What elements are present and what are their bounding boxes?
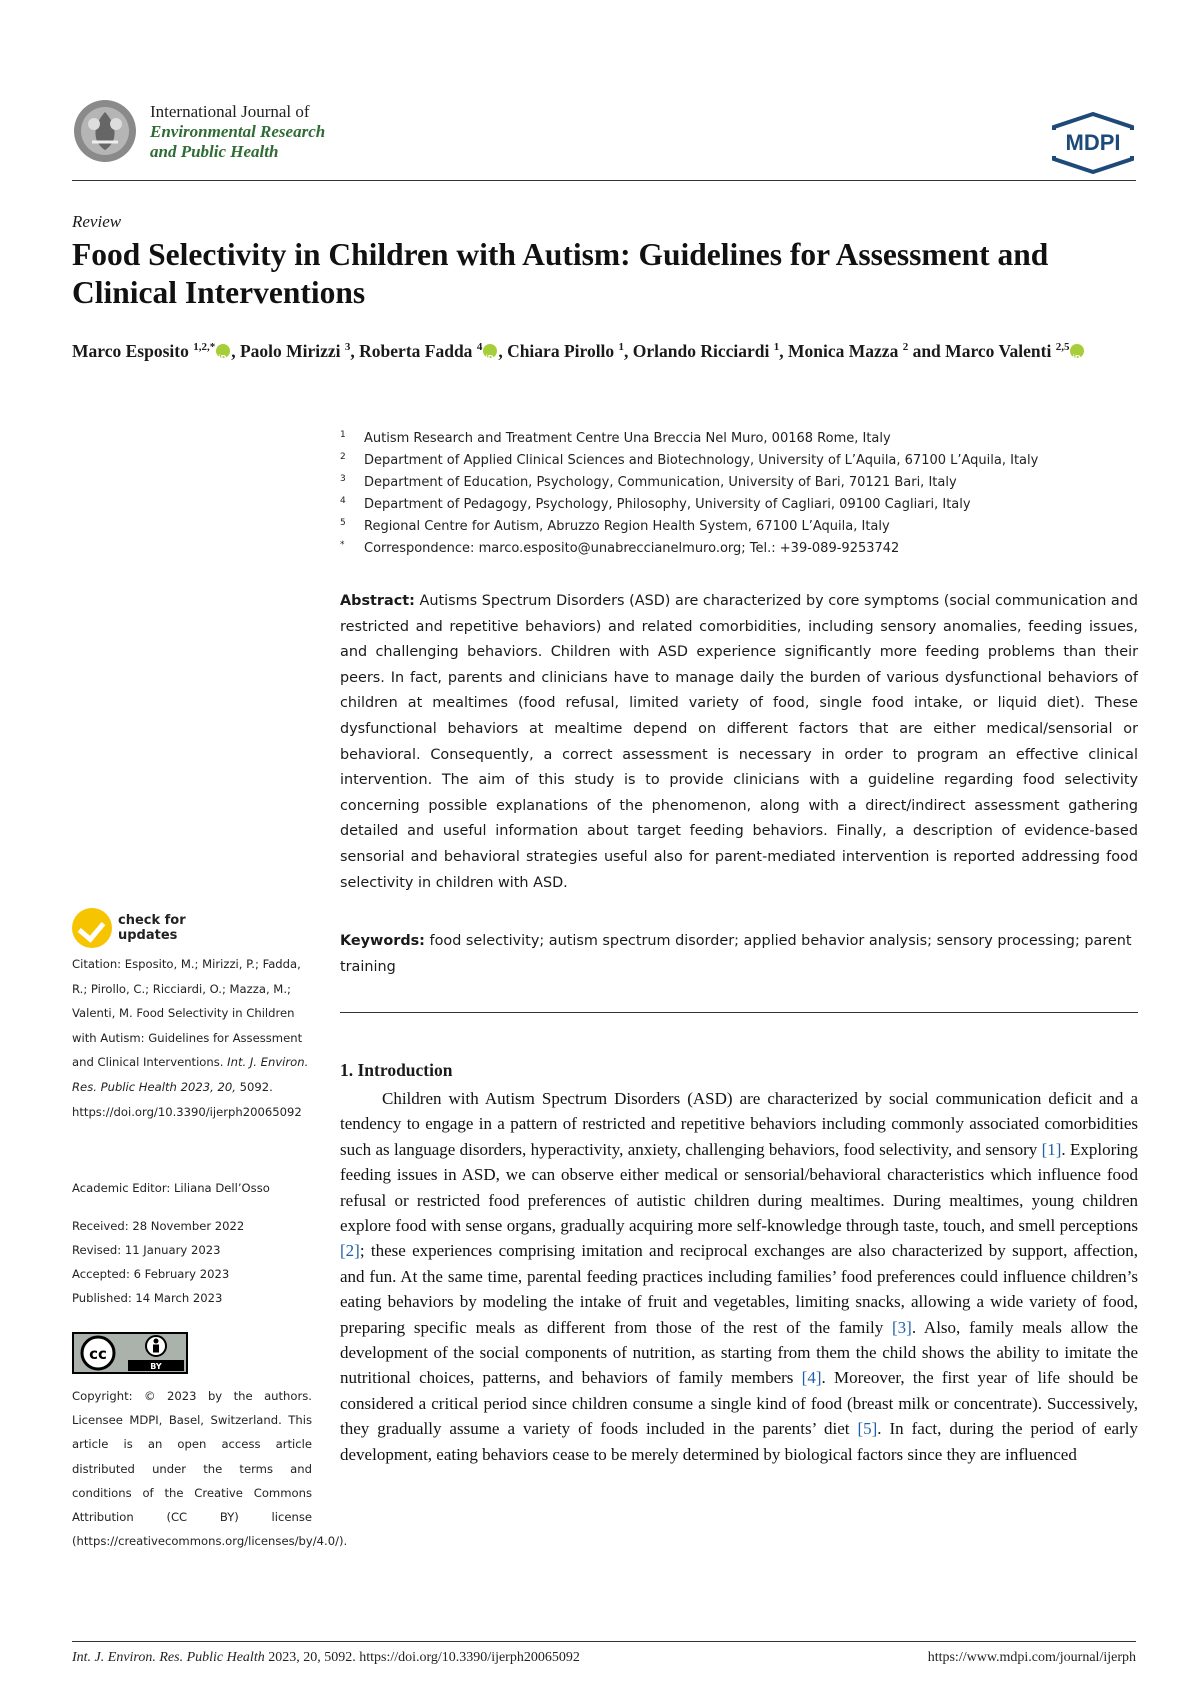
abstract-label: Abstract: bbox=[340, 593, 415, 609]
author-separator: , bbox=[498, 340, 508, 361]
affiliation-text: Regional Centre for Autism, Abruzzo Region Health System, 67100 L’Aquila, Italy bbox=[364, 519, 890, 534]
mdpi-logo bbox=[1050, 112, 1136, 174]
published-date: Published: 14 March 2023 bbox=[72, 1291, 223, 1305]
orcid-icon[interactable] bbox=[1070, 344, 1084, 358]
intro-text: . Exploring feeding issues in ASD, we can observe either medical or sensorial/behavioral characteristics which influence food refusal or restricted food preferences of autistic children during mealtimes. During mealtimes, young children explore food with sense organs, gradually acquiring more self-knowledge through taste, touch, and smell perceptions bbox=[340, 1139, 1138, 1236]
received-date: Received: 28 November 2022 bbox=[72, 1219, 245, 1233]
author-separator: , bbox=[624, 340, 633, 361]
footer-citation bbox=[72, 1650, 580, 1666]
mdpi-logo-text: MDPI bbox=[1065, 130, 1121, 155]
author-affiliation-marker: 2 bbox=[902, 341, 909, 353]
affiliation-number: 1 bbox=[340, 430, 346, 440]
affiliation-number: 5 bbox=[340, 518, 346, 528]
section-rule bbox=[340, 1012, 1138, 1013]
citation-journal: Int. J. Environ. Res. Public Health bbox=[72, 1055, 309, 1094]
author-separator: and bbox=[908, 340, 946, 361]
citation-volume: 20, bbox=[217, 1079, 236, 1094]
intro-text: . In fact, during the period of early development, eating behaviors cease to be merely determined by biological factors since they are influenced bbox=[340, 1419, 1138, 1464]
check-for-updates-badge[interactable] bbox=[72, 906, 202, 950]
intro-text: Children with Autism Spectrum Disorders (ASD) are characterized by social communication deficit and a tendency to engage in a pattern of restricted and repetitive behaviors including commonly associated comorbidities such as language disorders, hyperactivity, anxiety, challenging behaviors, food selectivity, and sensory bbox=[340, 1089, 1138, 1159]
journal-logo bbox=[72, 98, 138, 164]
author-name[interactable]: Marco Valenti bbox=[945, 340, 1056, 361]
citation-text: Esposito, M.; Mirizzi, P.; Fadda, R.; Pirollo, C.; Ricciardi, O.; Mazza, M.; Valenti, M. Food Selectivity in Children with Autism: Guidelines for Assessment and Clinical Interventions. bbox=[72, 957, 303, 1070]
intro-text: . Also, family meals allow the development of the social components of nutrition, as starting from them the child shows the ability to imitate the nutritional choices, patterns, and behaviors of family members bbox=[340, 1317, 1138, 1388]
check-updates-text bbox=[118, 913, 186, 943]
check-updates-line1: check for bbox=[118, 913, 186, 928]
affiliation-item bbox=[340, 450, 1140, 472]
journal-name bbox=[150, 102, 470, 162]
keywords bbox=[340, 929, 1138, 980]
author-affiliation-marker: 4 bbox=[476, 341, 483, 353]
author-affiliation-marker: 1 bbox=[773, 341, 780, 353]
author-affiliation-marker: 2,5 bbox=[1055, 341, 1070, 353]
citation bbox=[72, 952, 312, 1124]
affiliation-text: Autism Research and Treatment Centre Una Breccia Nel Muro, 00168 Rome, Italy bbox=[364, 431, 891, 446]
author-list bbox=[72, 334, 1142, 364]
article-title: Food Selectivity in Children with Autism: Guidelines for Assessment and Clinical Interventions bbox=[72, 237, 1049, 310]
accepted-date: Accepted: 6 February 2023 bbox=[72, 1267, 230, 1281]
footer-year-volume: 2023, 20, bbox=[268, 1650, 321, 1665]
author-name[interactable]: Monica Mazza bbox=[788, 340, 903, 361]
author-name[interactable]: Paolo Mirizzi bbox=[239, 340, 345, 361]
affiliation-item bbox=[340, 494, 1140, 516]
author-name[interactable]: Orlando Ricciardi bbox=[632, 340, 774, 361]
journal-name-line2: Environmental Research bbox=[150, 122, 326, 141]
author-separator: , bbox=[231, 340, 240, 361]
affiliation-item bbox=[340, 428, 1140, 450]
author-affiliation-marker: 1 bbox=[618, 341, 625, 353]
intro-text: ; these experiences comprising imitation and reciprocal exchanges are also characterized by support, affection, and fun. At the same time, parental feeding practices including families’ food preferences could influence children’s eating behaviors by modeling the intake of fruit and vegetables, limiting snacks, allowing a wide variety of food, preparing specific meals as different from those of the rest of the family bbox=[340, 1241, 1138, 1337]
reference-link[interactable]: [1] bbox=[1041, 1139, 1062, 1159]
intro-text: . Moreover, the first year of life should be considered a critical period since children consume a single kind of food (breast milk or concentrate). Successively, they gradually assume a variety of foods included in the parents’ diet bbox=[340, 1368, 1138, 1439]
affiliation-text: Department of Pedagogy, Psychology, Philosophy, University of Cagliari, 09100 Cagliari, Italy bbox=[364, 497, 971, 512]
affiliation-number: * bbox=[340, 540, 345, 550]
footer-journal: Int. J. Environ. Res. Public Health bbox=[72, 1650, 265, 1665]
reference-link[interactable]: [3] bbox=[891, 1317, 912, 1337]
author-separator: , bbox=[350, 340, 360, 361]
author-separator: , bbox=[779, 340, 789, 361]
citation-year: 2023, bbox=[180, 1079, 214, 1094]
citation-doi[interactable]: 5092. https://doi.org/10.3390/ijerph20065092 bbox=[72, 1079, 302, 1119]
footer-journal-url[interactable]: https://www.mdpi.com/journal/ijerph bbox=[927, 1650, 1136, 1665]
author-name[interactable]: Marco Esposito bbox=[72, 340, 194, 361]
affiliations bbox=[340, 428, 1140, 560]
reference-link[interactable]: [4] bbox=[801, 1368, 822, 1388]
check-icon bbox=[72, 908, 112, 948]
author-affiliation-marker: 3 bbox=[344, 341, 351, 353]
copyright-notice: Copyright: © 2023 by the authors. Licensee MDPI, Basel, Switzerland. This article is an open access article distributed under the terms and conditions of the Creative Commons Attribution (CC BY) license (https://creativecommons.org/licenses/by/4.0/). bbox=[72, 1389, 348, 1549]
by-text: BY bbox=[150, 1362, 162, 1371]
revised-date: Revised: 11 January 2023 bbox=[72, 1243, 221, 1257]
keywords-text: food selectivity; autism spectrum disorder; applied behavior analysis; sensory processing; parent training bbox=[340, 933, 1132, 975]
author-name[interactable]: Chiara Pirollo bbox=[507, 340, 619, 361]
cc-by-license-badge[interactable] bbox=[72, 1332, 188, 1374]
affiliation-item bbox=[340, 516, 1140, 538]
cc-icon-text: cc bbox=[89, 1345, 107, 1363]
affiliation-number: 4 bbox=[340, 496, 346, 506]
header-rule bbox=[72, 180, 1136, 181]
orcid-icon[interactable] bbox=[216, 344, 230, 358]
abstract-text: Autisms Spectrum Disorders (ASD) are characterized by core symptoms (social communication and restricted and repetitive behaviors) and related comorbidities, including sensory anomalies, feeding issues, and challenging behaviors. Children with ASD experience significantly more feeding problems than their peers. In fact, parents and clinicians have to manage daily the burden of various dysfunctional behaviors of children at mealtimes (food refusal, limited variety of food, single food intake, or liquid diet). These dysfunctional behaviors at mealtime depend on different factors that are either medical/sensorial or behavioral. Consequently, a correct assessment is necessary in order to program an effective clinical intervention. The aim of this study is to provide clinicians with a guideline regarding food selectivity concerning possible explanations of the phenomenon, along with a direct/indirect assessment gathering detailed and useful information about target feeding behaviors. Finally, a description of evidence-based sensorial and behavioral strategies useful also for parent-mediated intervention is reported addressing food selectivity in children with ASD. bbox=[340, 593, 1138, 891]
check-updates-line2: updates bbox=[118, 928, 178, 943]
abstract bbox=[340, 589, 1138, 896]
affiliation-number: 2 bbox=[340, 452, 346, 462]
affiliation-text: Department of Applied Clinical Sciences and Biotechnology, University of L’Aquila, 67100 L’Aquila, Italy bbox=[364, 453, 1039, 468]
affiliation-number: 3 bbox=[340, 474, 346, 484]
journal-name-line1: International Journal of bbox=[150, 102, 310, 121]
intro-body bbox=[340, 1086, 1138, 1467]
reference-link[interactable]: [5] bbox=[857, 1419, 878, 1439]
affiliation-item bbox=[340, 472, 1140, 494]
reference-link[interactable]: [2] bbox=[340, 1241, 360, 1261]
affiliation-text: Correspondence: marco.esposito@unabreccianelmuro.org; Tel.: +39-089-9253742 bbox=[364, 541, 900, 556]
keywords-label: Keywords: bbox=[340, 933, 425, 949]
journal-name-line3: and Public Health bbox=[150, 142, 279, 161]
footer-rule bbox=[72, 1641, 1136, 1642]
academic-editor: Academic Editor: Liliana Dell’Osso bbox=[72, 1181, 270, 1195]
article-type: Review bbox=[72, 212, 122, 231]
orcid-icon[interactable] bbox=[483, 344, 497, 358]
intro-heading: 1. Introduction bbox=[340, 1060, 453, 1080]
affiliation-item bbox=[340, 538, 1140, 560]
footer-doi[interactable]: 5092. https://doi.org/10.3390/ijerph20065092 bbox=[324, 1650, 580, 1665]
affiliation-text: Department of Education, Psychology, Communication, University of Bari, 70121 Bari, Italy bbox=[364, 475, 957, 490]
author-name[interactable]: Roberta Fadda bbox=[359, 340, 477, 361]
citation-label: Citation: bbox=[72, 957, 122, 971]
author-affiliation-marker: 1,2,* bbox=[193, 341, 216, 353]
